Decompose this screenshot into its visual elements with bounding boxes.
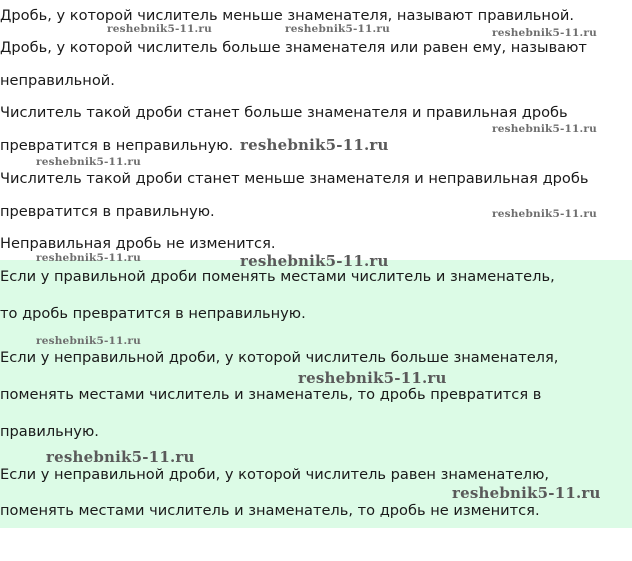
watermark: reshebnik5-11.ru (452, 484, 601, 502)
text-line: правильную. (0, 423, 99, 440)
text-line: превратится в неправильную. (0, 137, 234, 154)
watermark: reshebnik5-11.ru (285, 23, 390, 35)
watermark: reshebnik5-11.ru (107, 23, 212, 35)
watermark: reshebnik5-11.ru (240, 136, 389, 154)
watermark: reshebnik5-11.ru (298, 369, 447, 387)
watermark: reshebnik5-11.ru (36, 335, 141, 347)
watermark: reshebnik5-11.ru (46, 448, 195, 466)
text-line: Если у правильной дроби поменять местами числитель и знаменатель, (0, 268, 555, 285)
text-line: превратится в правильную. (0, 203, 215, 220)
text-line: Дробь, у которой числитель меньше знаменателя, называют правильной. (0, 7, 575, 24)
text-line: Если у неправильной дроби, у которой числитель больше знаменателя, (0, 349, 559, 366)
watermark: reshebnik5-11.ru (36, 252, 141, 264)
watermark: reshebnik5-11.ru (492, 208, 597, 220)
watermark: reshebnik5-11.ru (492, 123, 597, 135)
text-line: Если у неправильной дроби, у которой числитель равен знаменателю, (0, 466, 550, 483)
text-line: Дробь, у которой числитель больше знаменателя или равен ему, называют (0, 39, 587, 56)
text-line: Числитель такой дроби станет меньше знаменателя и неправильная дробь (0, 170, 589, 187)
text-line: неправильной. (0, 72, 115, 89)
watermark: reshebnik5-11.ru (36, 156, 141, 168)
text-line: Числитель такой дроби станет больше знаменателя и правильная дробь (0, 104, 568, 121)
text-line: поменять местами числитель и знаменатель, то дробь превратится в (0, 386, 542, 403)
watermark: reshebnik5-11.ru (492, 27, 597, 39)
watermark: reshebnik5-11.ru (240, 252, 389, 270)
text-line: то дробь превратится в неправильную. (0, 305, 306, 322)
text-line: Неправильная дробь не изменится. (0, 235, 276, 252)
text-line: поменять местами числитель и знаменатель, то дробь не изменится. (0, 502, 540, 519)
